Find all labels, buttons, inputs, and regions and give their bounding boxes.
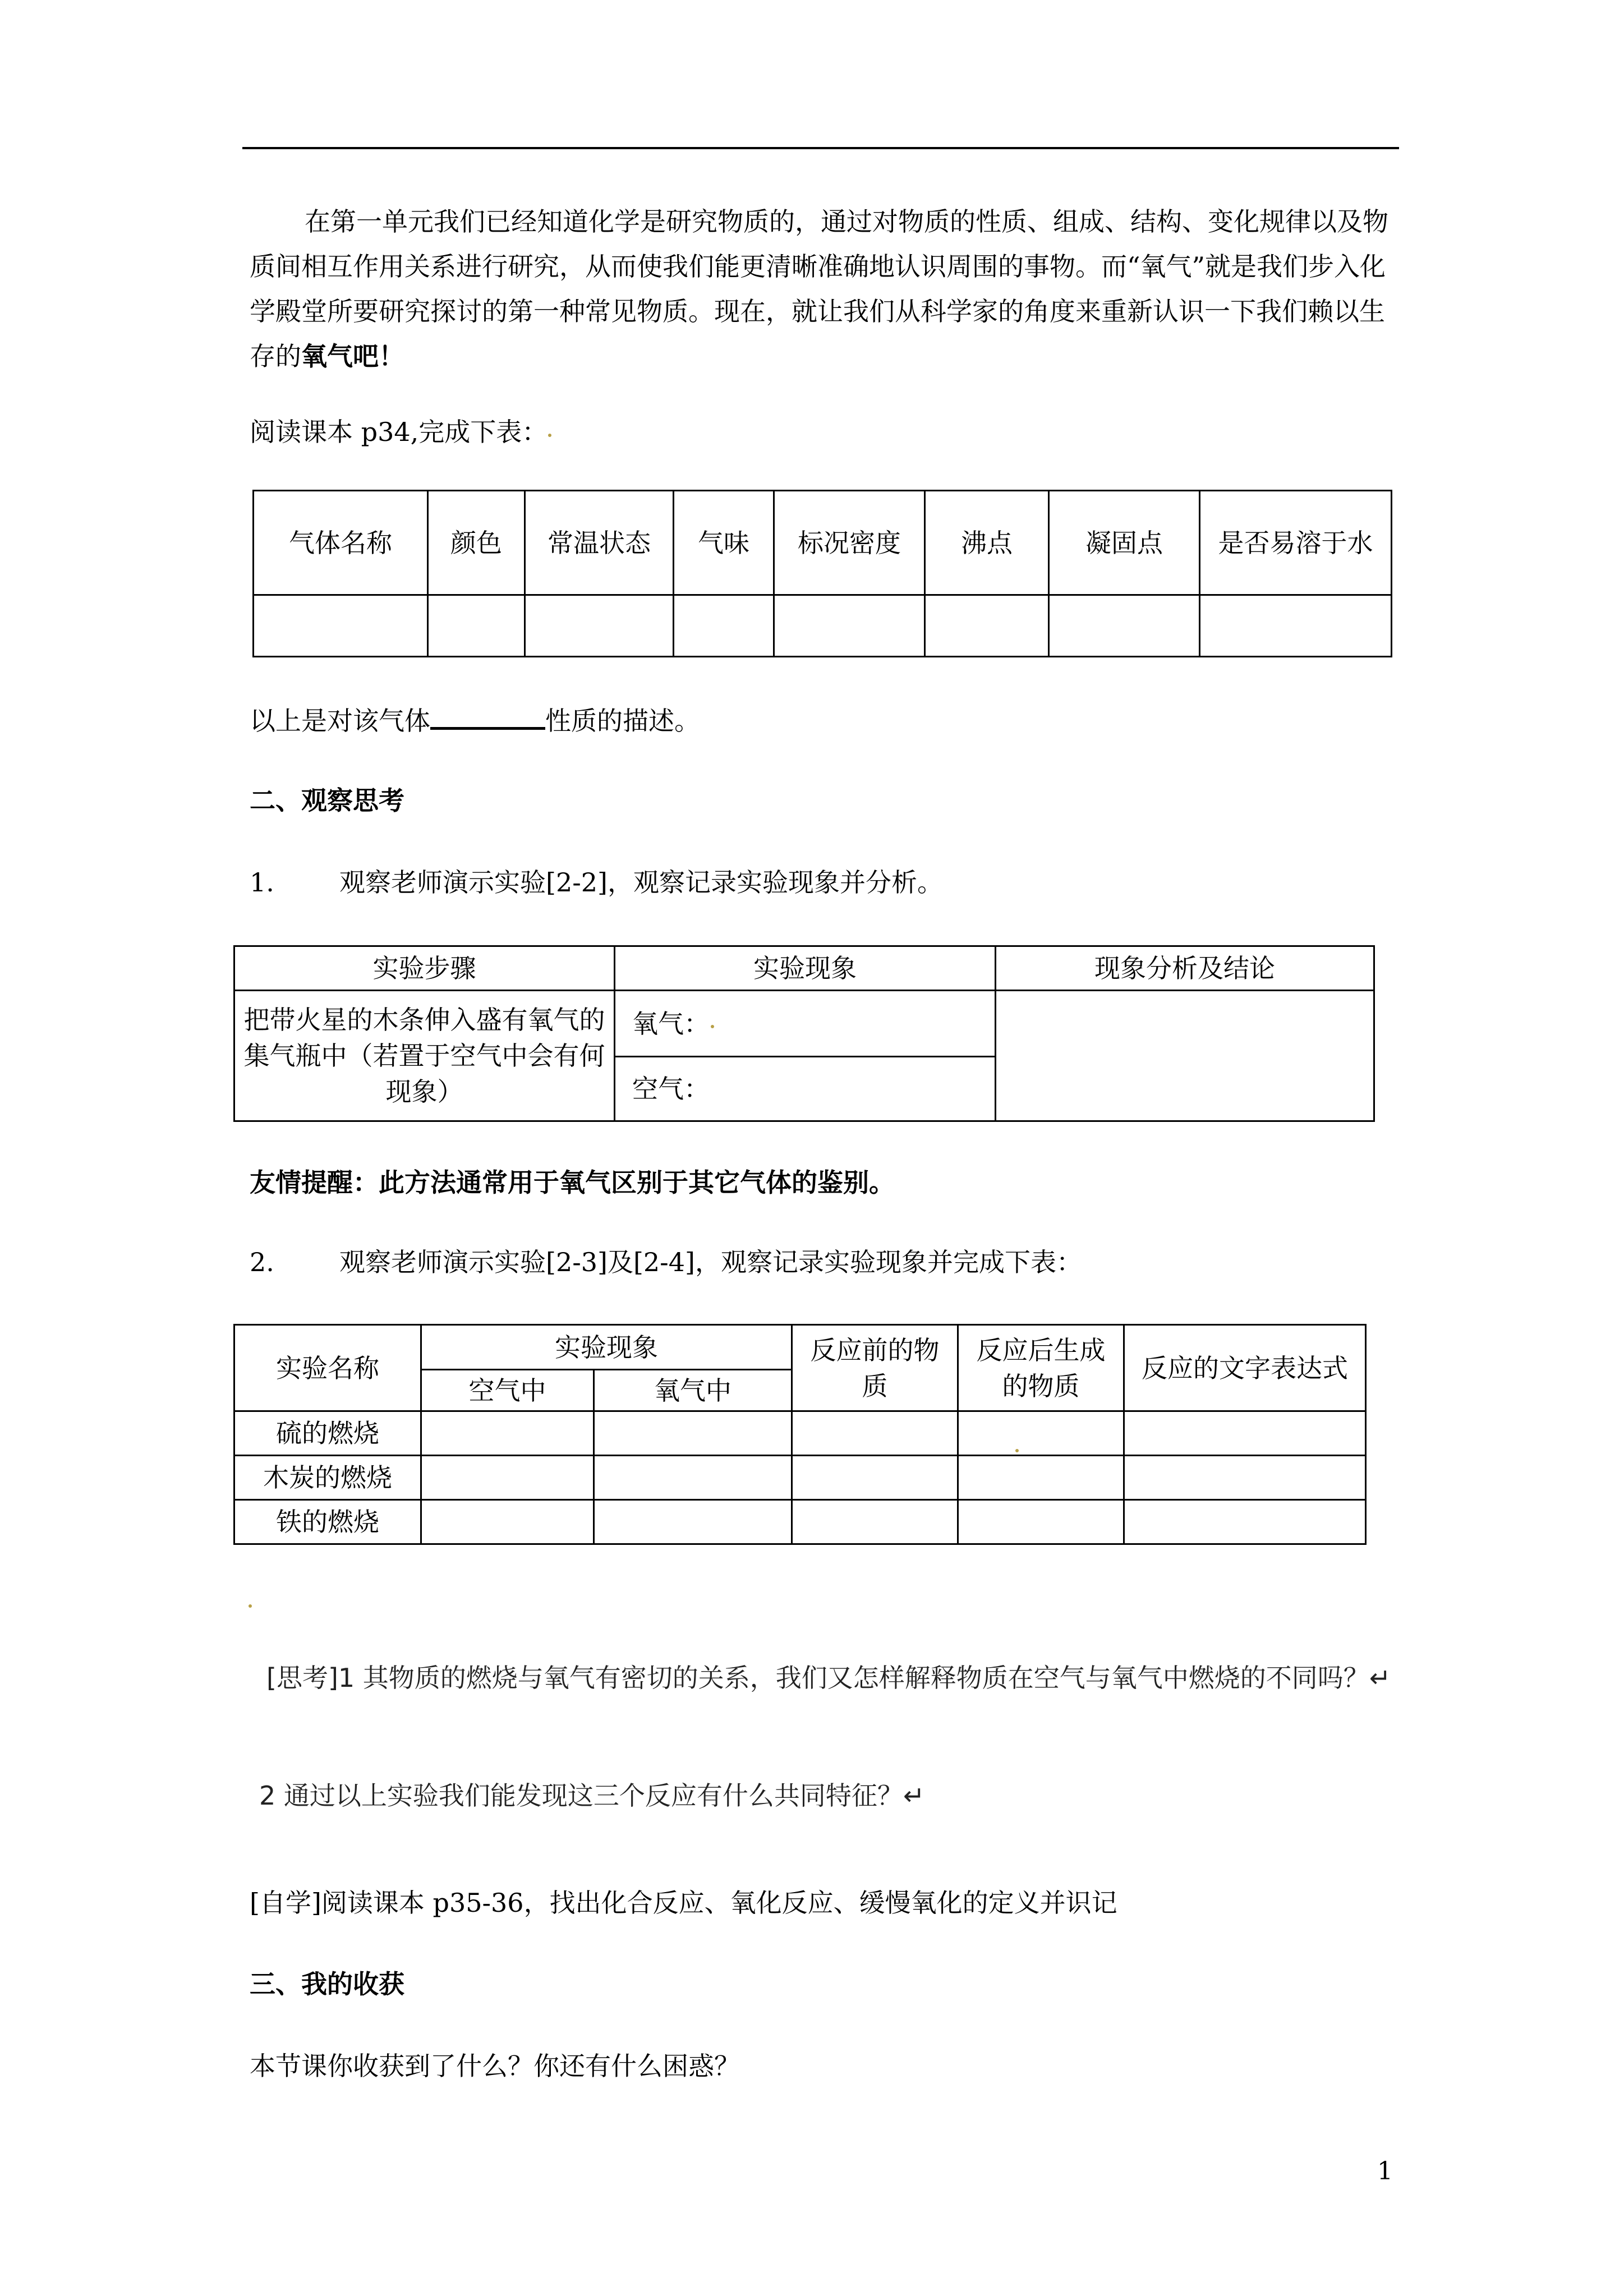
table-cell[interactable] [421,1456,594,1500]
header-analysis: 现象分析及结论 [996,946,1374,991]
table-cell[interactable] [1049,595,1200,657]
header-expression: 反应的文字表达式 [1124,1325,1366,1411]
row-label-sulfur: 硫的燃烧 [234,1411,421,1456]
table-cell[interactable] [594,1500,792,1544]
gain-question: 本节课你收获到了什么？你还有什么困惑？ [250,2051,740,2081]
stray-mark [249,1604,252,1608]
header-rule [242,147,1399,149]
intro-paragraph [250,199,1400,379]
table-cell[interactable] [774,595,925,657]
header-reactants: 反应前的物质 [792,1325,958,1411]
air-observation[interactable]: 空气： [615,1057,996,1121]
table-cell[interactable] [254,595,428,657]
blank-before: 以上是对该气体 [250,706,430,736]
table-cell[interactable] [594,1456,792,1500]
item2-text: 观察老师演示实验[2-3]及[2-4]，观察记录实验现象并完成下表： [339,1247,1082,1277]
item2 [250,1240,1082,1285]
page-number: 1 [1377,2157,1393,2185]
table-cell[interactable] [792,1411,958,1456]
item2-number: 2. [250,1247,274,1277]
step-description: 把带火星的木条伸入盛有氧气的集气瓶中（若置于空气中会有何现象） [234,991,615,1121]
table-cell[interactable] [958,1456,1124,1500]
table-cell[interactable] [958,1500,1124,1544]
think-question-2: 2 通过以上实验我们能发现这三个反应有什么共同特征？↵ [259,1780,925,1811]
header-exp-name: 实验名称 [234,1325,421,1411]
gas-properties-table [252,490,1392,657]
col-gas-name: 气体名称 [254,491,428,595]
table-cell[interactable] [421,1500,594,1544]
header-in-oxygen: 氧气中 [594,1370,792,1411]
think-question-1: [思考]1 其物质的燃烧与氧气有密切的关系，我们又怎样解释物质在空气与氧气中燃烧的不同吗？↵ [266,1663,1391,1693]
table-cell[interactable] [1124,1411,1366,1456]
blank-sentence [250,698,700,743]
col-state: 常温状态 [525,491,674,595]
stray-mark [548,434,551,437]
col-density: 标况密度 [774,491,925,595]
table-cell[interactable] [1200,595,1392,657]
self-study: [自学]阅读课本 p35-36，找出化合反应、氧化反应、缓慢氧化的定义并识记 [250,1888,1117,1918]
table-cell[interactable] [1124,1500,1366,1544]
col-boiling: 沸点 [925,491,1049,595]
combustion-table [233,1324,1367,1545]
header-phenomenon: 实验现象 [615,946,996,991]
friendly-tip: 友情提醒：此方法通常用于氧气区别于其它气体的鉴别。 [250,1167,895,1198]
item1-number: 1. [250,867,274,898]
experiment-2-2-table [233,945,1375,1122]
col-solubility: 是否易溶于水 [1200,491,1392,595]
table-cell[interactable] [925,595,1049,657]
analysis-cell[interactable] [996,991,1374,1121]
item1-text: 观察老师演示实验[2-2]，观察记录实验现象并分析。 [339,867,943,898]
row-label-iron: 铁的燃烧 [234,1500,421,1544]
fill-blank[interactable] [430,706,545,730]
table-cell[interactable] [792,1456,958,1500]
header-steps: 实验步骤 [234,946,615,991]
intro-emphasis: 氧气吧！ [301,341,404,371]
table-cell[interactable] [674,595,774,657]
col-freezing: 凝固点 [1049,491,1200,595]
section3-title: 三、我的收获 [250,1969,404,1999]
header-in-air: 空气中 [421,1370,594,1411]
table-cell[interactable] [525,595,674,657]
table-cell[interactable] [792,1500,958,1544]
header-products: 反应后生成的物质 [958,1325,1124,1411]
section2-title: 二、观察思考 [250,785,404,816]
col-color: 颜色 [428,491,525,595]
stray-mark [711,1025,714,1028]
stray-mark [1015,1449,1019,1452]
table-cell[interactable] [594,1411,792,1456]
read-instruction: 阅读课本 p34,完成下表： [250,417,548,447]
col-smell: 气味 [674,491,774,595]
oxygen-observation[interactable]: 氧气： [615,991,996,1057]
intro-text: 在第一单元我们已经知道化学是研究物质的，通过对物质的性质、组成、结构、变化规律以及物质间相互作用关系进行研究，从而使我们能更清晰准确地认识周围的事物。而“氧气”就是我们步入化学殿堂所要研究探讨的第一种常见物质。现在，就让我们从科学家的角度来重新认识一下我们赖以生存的 [250,206,1388,371]
table-cell[interactable] [421,1411,594,1456]
row-label-charcoal: 木炭的燃烧 [234,1456,421,1500]
table-cell[interactable] [1124,1456,1366,1500]
header-exp-phenomenon: 实验现象 [421,1325,792,1370]
blank-after: 性质的描述。 [545,706,700,736]
table-cell[interactable] [428,595,525,657]
item1 [250,860,943,905]
table-cell[interactable] [958,1411,1124,1456]
